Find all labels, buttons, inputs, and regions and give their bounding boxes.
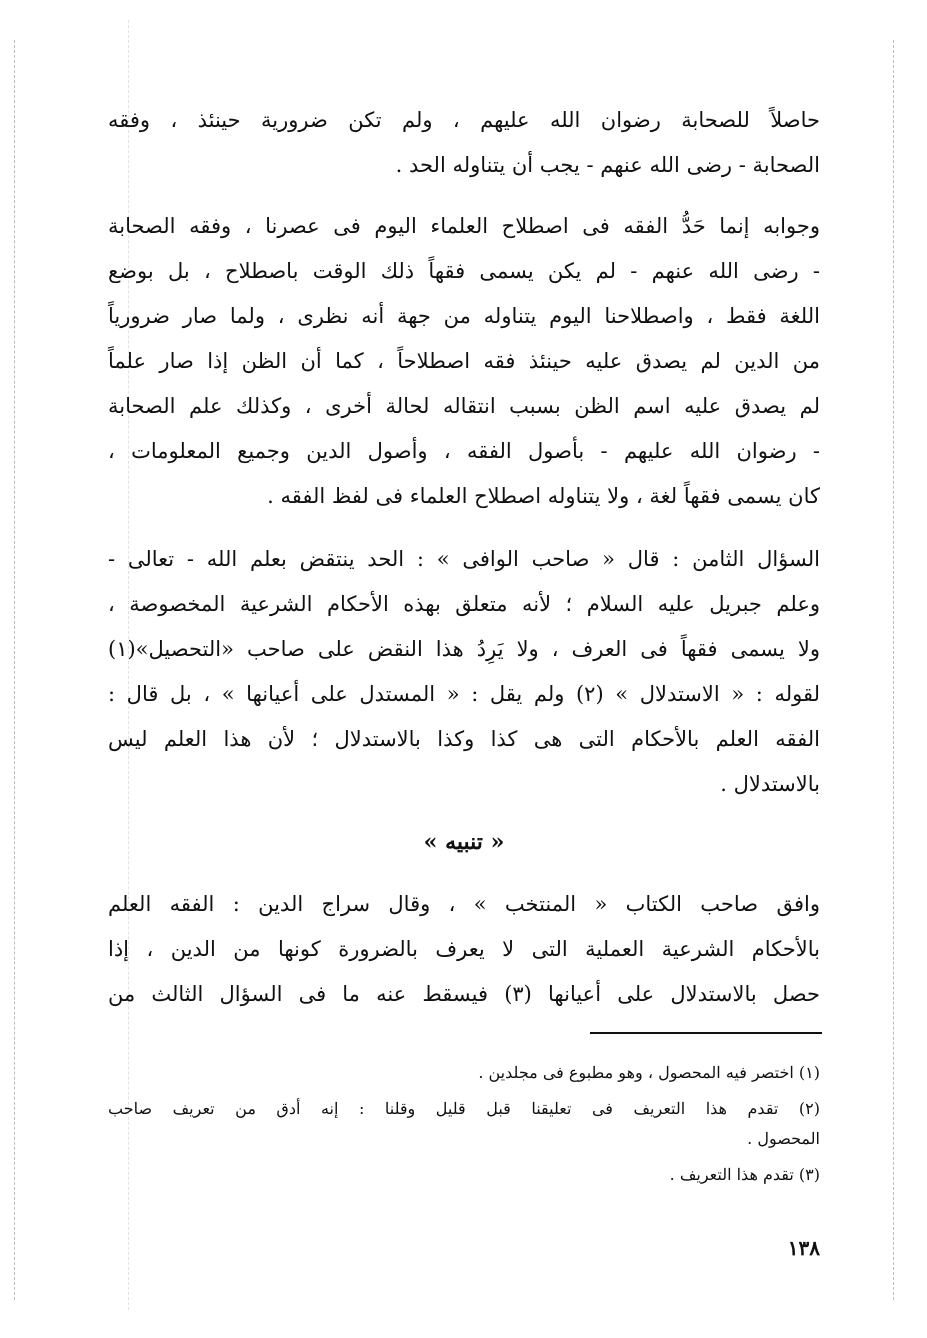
text-line: حاصلاً للصحابة رضوان الله عليهم ، ولم تكن ضرورية حينئذ ، وفقه — [108, 108, 820, 132]
text-line: بالأحكام الشرعية العملية التى لا يعرف بالضرورة كونها من الدين ، إذا — [108, 937, 820, 961]
text-line: لم يصدق عليه اسم الظن بسبب انتقاله لحالة أخرى ، وكذلك علم الصحابة — [108, 394, 820, 418]
page-number: ١٣٨ — [787, 1236, 820, 1260]
text-line: ولا يسمى فقهاً فى العرف ، ولا يَرِدُ هذا النقض على صاحب «التحصيل»(١) — [108, 637, 820, 661]
text-line: لقوله : « الاستدلال » (٢) ولم يقل : « المستدل على أعيانها » ، بل قال : — [108, 682, 820, 706]
footnote-separator — [590, 1032, 822, 1034]
text-line: حصل بالاستدلال على أعيانها (٣) فيسقط عنه ما فى السؤال الثالث من — [108, 982, 820, 1006]
footnote-2: (٢) تقدم هذا التعريف فى تعليقنا قبل قليل وقلنا : إنه أدق من تعريف صاحب — [108, 1099, 820, 1118]
text-line: كان يسمى فقهاً لغة ، ولا يتناوله اصطلاح العلماء فى لفظ الفقه . — [267, 484, 820, 508]
text-line: من الدين لم يصدق عليه حينئذ فقه اصطلاحاً ، كما أن الظن إذا صار علماً — [108, 349, 820, 373]
footnote-2-continued: المحصول . — [747, 1129, 820, 1148]
section-heading: « تنبيه » — [423, 829, 505, 855]
text-line: - رضوان الله عليهم - بأصول الفقه ، وأصول الدين وجميع المعلومات ، — [108, 439, 820, 463]
text-line: السؤال الثامن : قال « صاحب الوافى » : الحد ينتقض بعلم الله - تعالى - — [108, 547, 820, 571]
text-line: اللغة فقط ، واصطلاحنا اليوم يتناوله من جهة أنه نظرى ، ولما صار ضرورياً — [108, 304, 820, 328]
footnote-1: (١) اختصر فيه المحصول ، وهو مطبوع فى مجلدين . — [478, 1063, 820, 1082]
text-line: وجوابه إنما حَدُّ الفقه فى اصطلاح العلماء اليوم فى عصرنا ، وفقه الصحابة — [108, 214, 820, 238]
footnote-3: (٣) تقدم هذا التعريف . — [669, 1165, 820, 1184]
text-line: بالاستدلال . — [720, 772, 820, 796]
paragraph-1 — [108, 98, 820, 188]
paragraph-2 — [108, 204, 820, 519]
paragraph-3 — [108, 537, 820, 807]
text-line: الفقه العلم بالأحكام التى هى كذا وكذا بالاستدلال ؛ لأن هذا العلم ليس — [108, 727, 820, 751]
text-line: - رضى الله عنهم - لم يكن يسمى فقهاً ذلك الوقت باصطلاح ، بل بوضع — [108, 259, 820, 283]
footnotes — [108, 1058, 820, 1190]
text-line: الصحابة - رضى الله عنهم - يجب أن يتناوله الحد . — [395, 153, 820, 177]
text-line: وعلم جبريل عليه السلام ؛ لأنه متعلق بهذه الأحكام الشرعية المخصوصة ، — [108, 592, 820, 616]
paragraph-4 — [108, 882, 820, 1017]
scan-mark-left — [14, 40, 15, 1300]
scan-mark-right — [893, 40, 894, 1300]
text-line: وافق صاحب الكتاب « المنتخب » ، وقال سراج الدين : الفقه العلم — [108, 892, 820, 916]
